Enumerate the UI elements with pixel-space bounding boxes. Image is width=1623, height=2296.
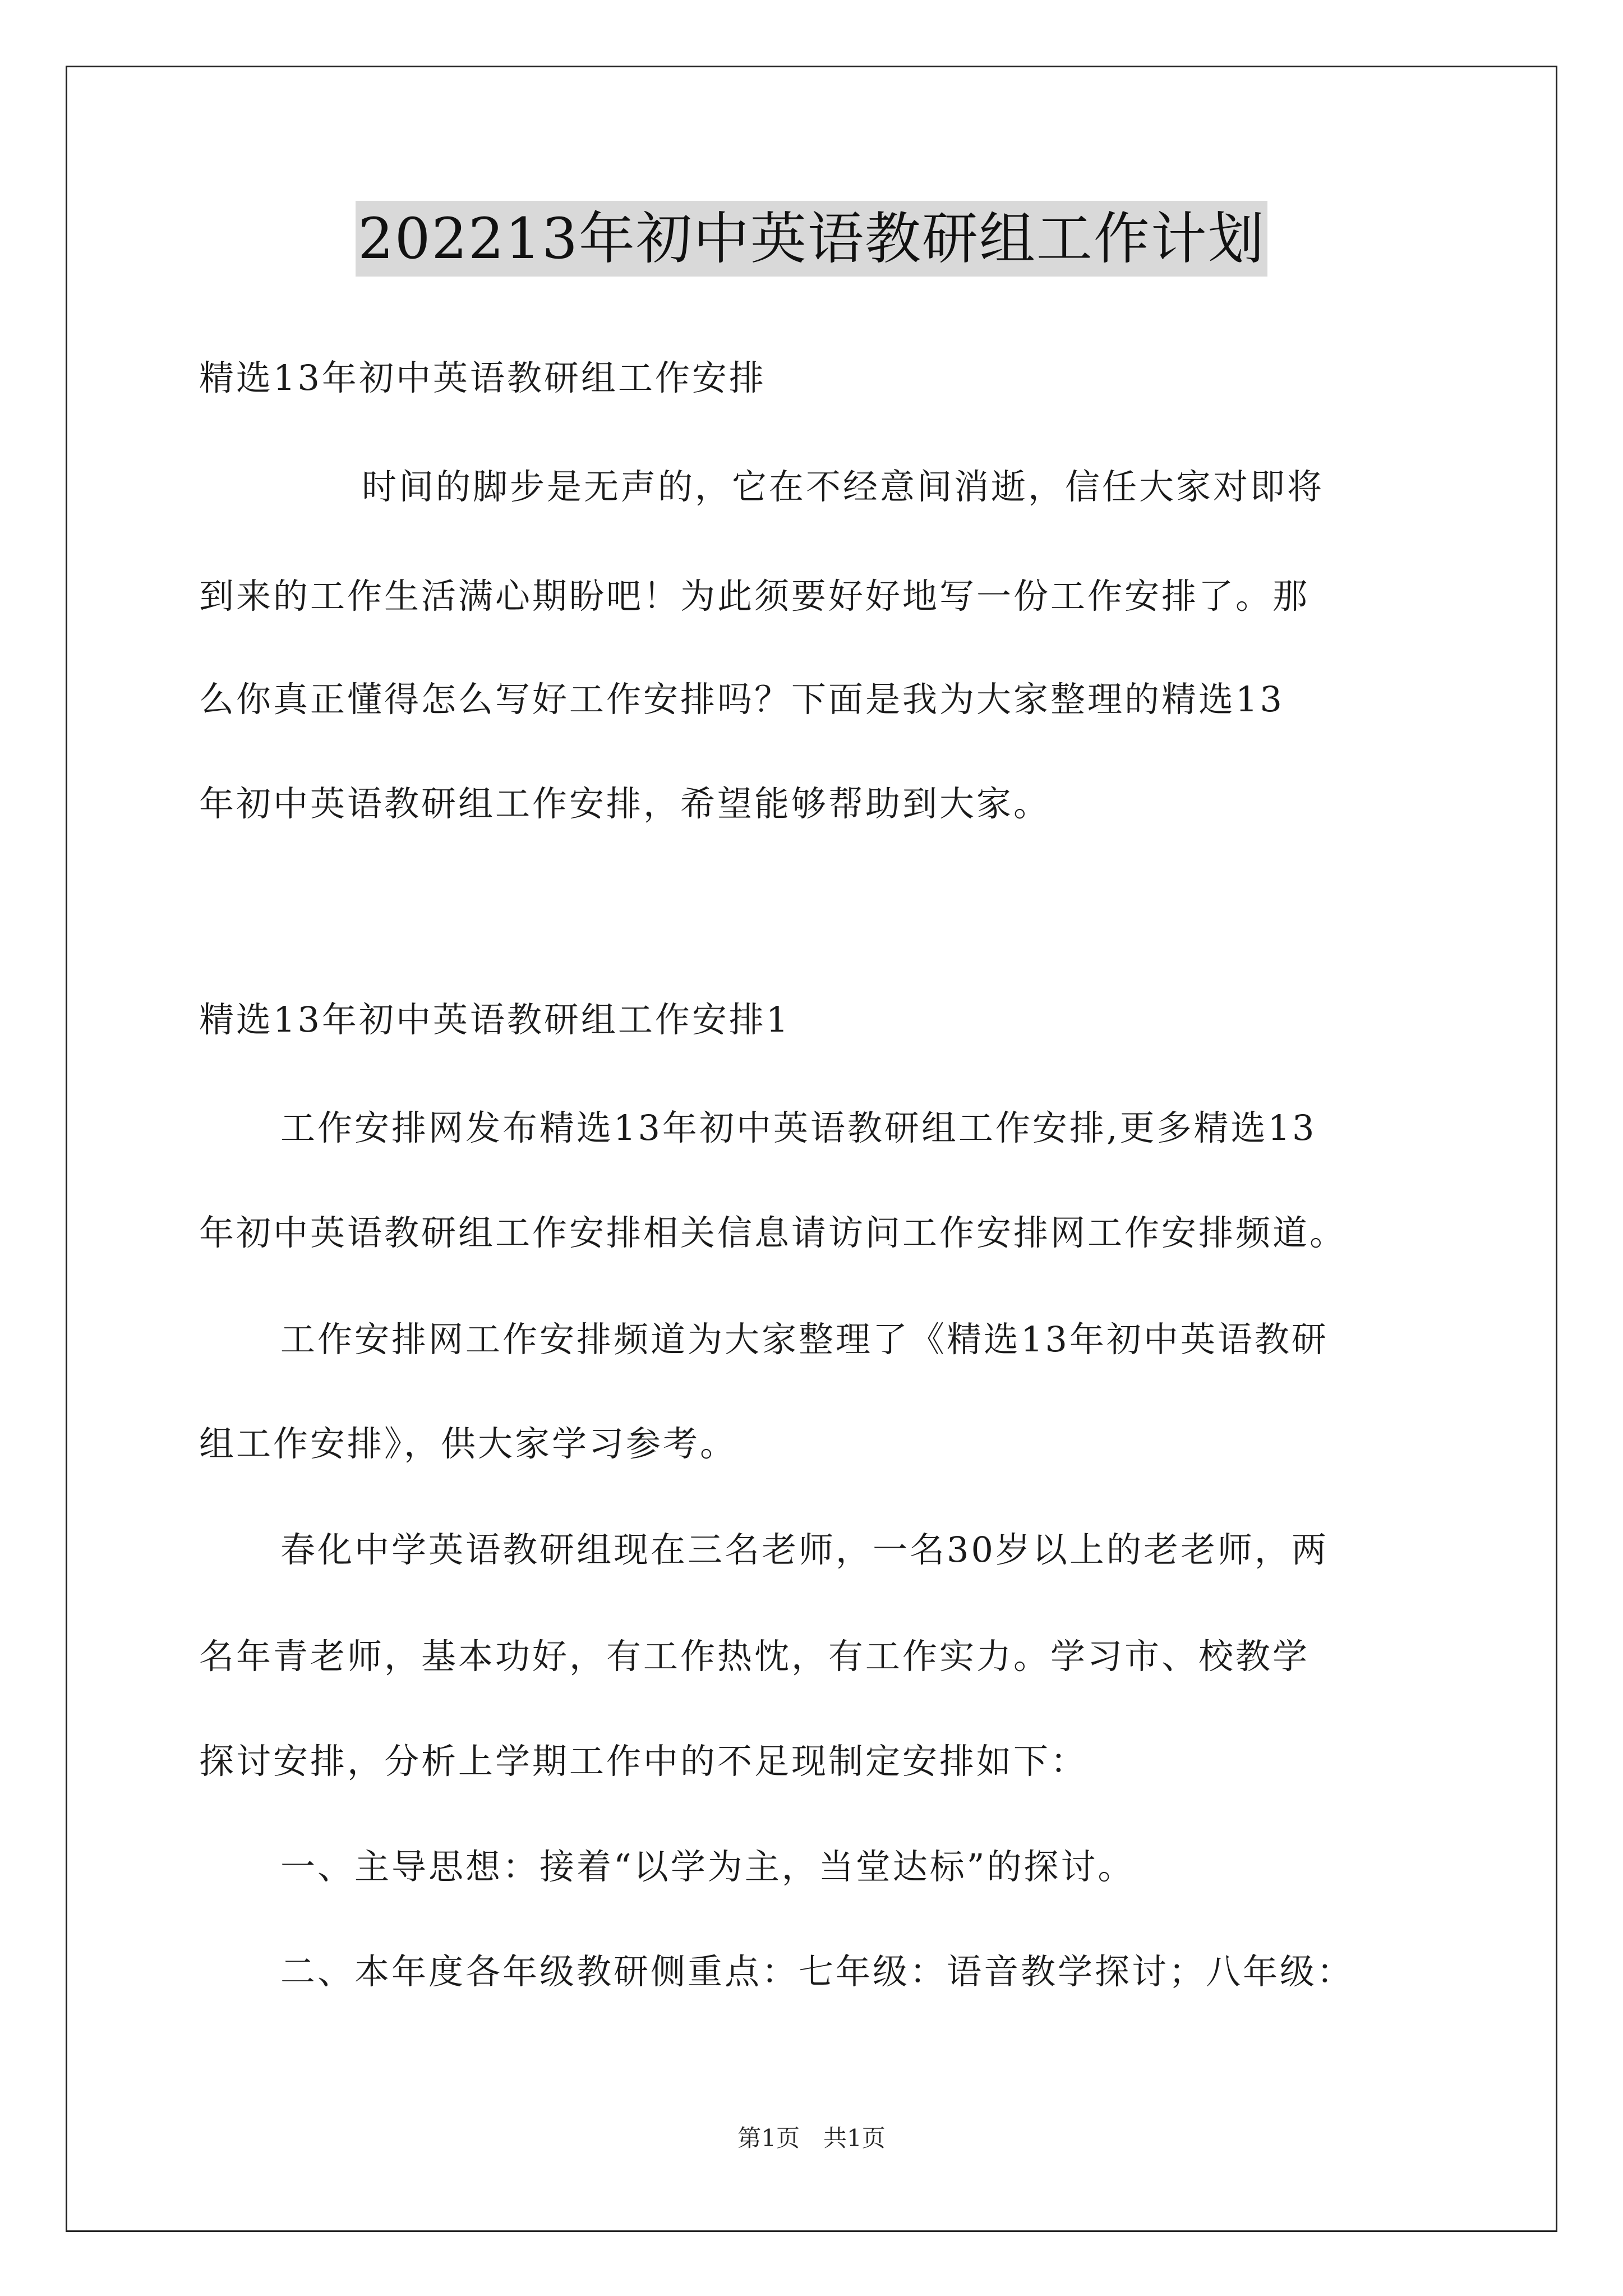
page-footer: 第1页 共1页 (737, 2124, 886, 2152)
section-heading: 精选13年初中英语教研组工作安排 (199, 357, 766, 398)
paragraph-line: 年初中英语教研组工作安排，希望能够帮助到大家。 (199, 783, 1051, 824)
paragraph-line: 时间的脚步是无声的，它在不经意间消逝，信任大家对即将 (362, 466, 1325, 507)
paragraph-line: 组工作安排》，供大家学习参考。 (199, 1423, 737, 1464)
paragraph-line: 到来的工作生活满心期盼吧！为此须要好好地写一份工作安排了。那 (199, 576, 1310, 616)
document-title: 202213年初中英语教研组工作计划 (356, 201, 1267, 277)
section-heading: 精选13年初中英语教研组工作安排1 (199, 999, 791, 1040)
paragraph-line: 春化中学英语教研组现在三名老师，一名30岁以上的老老师，两 (280, 1529, 1329, 1570)
paragraph-line: 么你真正懂得怎么写好工作安排吗？下面是我为大家整理的精选13 (199, 679, 1284, 720)
title-container (0, 201, 1623, 277)
paragraph-line: 二、本年度各年级教研侧重点：七年级：语音教学探讨；八年级： (280, 1951, 1354, 1992)
paragraph-line: 工作安排网发布精选13年初中英语教研组工作安排,更多精选13 (280, 1107, 1317, 1148)
paragraph-line: 年初中英语教研组工作安排相关信息请访问工作安排网工作安排频道。 (199, 1212, 1347, 1253)
paragraph-line: 一、主导思想：接着“以学为主，当堂达标”的探讨。 (280, 1846, 1135, 1887)
paragraph-line: 探讨安排，分析上学期工作中的不足现制定安排如下： (199, 1741, 1088, 1782)
paragraph-line: 名年青老师，基本功好，有工作热忱，有工作实力。学习市、校教学 (199, 1636, 1310, 1677)
paragraph-line: 工作安排网工作安排频道为大家整理了《精选13年初中英语教研 (280, 1319, 1329, 1360)
